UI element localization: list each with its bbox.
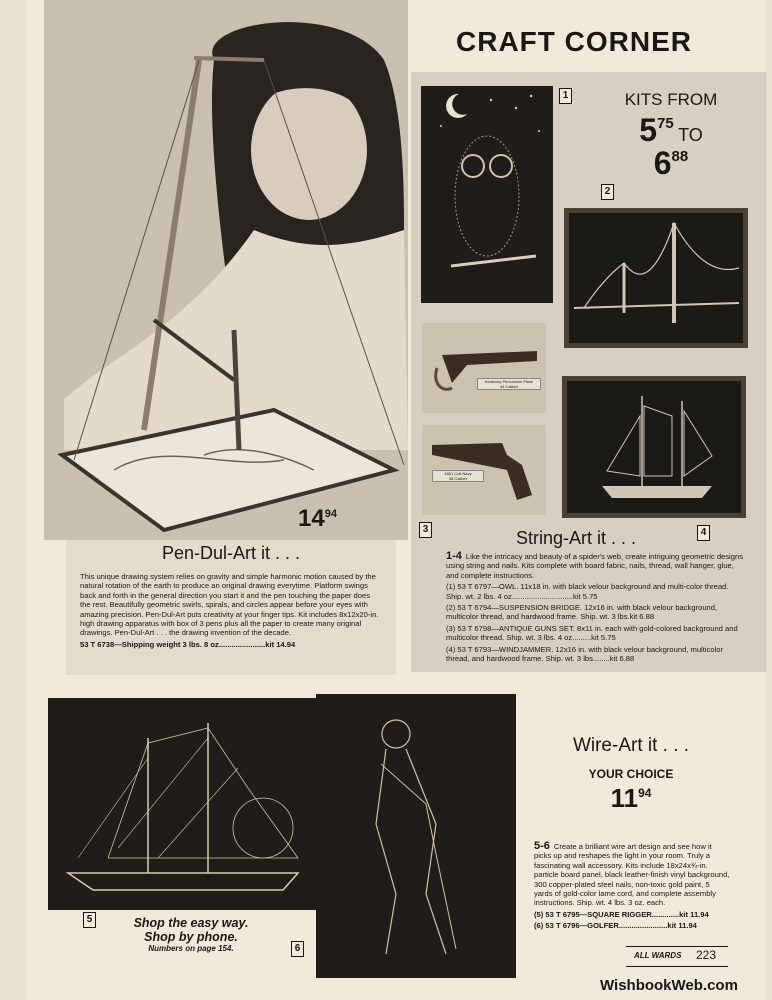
- wire-art-price: [526, 783, 736, 814]
- string-art-heading: String-Art it . . .: [516, 528, 637, 548]
- footer-rule: [626, 946, 728, 947]
- box-number-4: 4: [697, 525, 710, 541]
- footer-rule-bottom: [626, 966, 728, 967]
- shop-line3: Numbers on page 154.: [148, 944, 234, 953]
- box-number-1: 1: [559, 88, 572, 104]
- kits-low-price: [639, 112, 673, 148]
- golfer-illustration: [316, 694, 516, 978]
- string-art-item-windjammer: (4) 53 T 6793—WINDJAMMER. 12x16 in. with black velour background, multicolor thread, and hardwood frame. Ship. wt. 3 lbs........kit 6.88: [446, 644, 724, 664]
- string-art-ref: 1-4: [446, 550, 462, 562]
- kits-from-label: KITS FROM: [624, 90, 718, 109]
- box-number-6: 6: [291, 941, 304, 957]
- string-art-item-owl: (1) 53 T 6797—OWL. 11x18 in. with black velour background and multi-color thread. Ship. wt. 2 lbs. 4 oz.............................kit 5.75: [446, 582, 729, 601]
- gun-label-bottom: [432, 470, 484, 482]
- string-art-body: [446, 552, 746, 665]
- string-art-item-guns: (3) 53 T 6798—ANTIQUE GUNS SET. 8x11 in. each with gold-colored background and multicolor thread. Ship. wt. 3 lbs. 4 oz.........kit 5.75: [446, 623, 738, 643]
- shop-phone-note: [121, 916, 261, 953]
- kits-high-main: 6: [653, 145, 672, 181]
- pendul-heading: Pen-Dul-Art it . . .: [161, 543, 301, 563]
- string-art-intro-text: Like the intricacy and beauty of a spider's web, create intriguing geometric designs using string and nails. Kits complete with board fabric, nails, thread, wall hanger, glue, and complete instructions.: [446, 552, 743, 580]
- wire-art-choice: YOUR CHOICE: [588, 767, 674, 781]
- pendul-description: This unique drawing system relies on gravity and simple harmonic motion caused by the natural rotation of the earth to produce an original drawing everytime. Platform swings back and forth in the general direction you start it and the pen touching the paper does the rest. Beautifully geometric swirls, spirals, and circles appear before your eyes with amazing precision. Pen-Dul-Art puts creativity at your finger tips. Kit includes 8x12x20-in. high drawing apparatus with box of 3 pens plus all the paper to create many original drawings. Pen-Dul-Art . . . the drawing invention of the decade.: [80, 572, 379, 638]
- wire-art-heading: Wire-Art it . . .: [572, 735, 690, 756]
- windjammer-illustration: [562, 376, 746, 518]
- gun-photo-top: [422, 323, 546, 413]
- pendul-price-cents: 94: [324, 508, 337, 520]
- pendul-body: [66, 572, 396, 649]
- wire-art-ref: 5-6: [534, 840, 550, 852]
- kits-high-price: [596, 145, 746, 182]
- wire-art-description: Create a brilliant wire art design and see how it picks up and reshapes the light in your room. Truly a fascinating wall accessory. Kits include 18x24x¾-in. particle board panel, black leather-finish vinyl background, 300 copper-plated steel nails, non-toxic gold paint, 5 yards of gold-color lame cord, and complete assembly instructions. Ship. wt. 4 lbs. 3 oz. each.: [534, 842, 730, 908]
- owl-photo: [421, 86, 553, 303]
- wire-art-price-main: 11: [610, 783, 639, 813]
- catalog-page: [26, 0, 766, 1000]
- pendul-price-main: 14: [298, 505, 325, 532]
- pendul-text-panel: [66, 540, 396, 675]
- square-rigger-illustration: [48, 698, 328, 910]
- wire-art-item-golfer: (6) 53 T 6796—GOLFER.......................kit 11.94: [534, 921, 697, 931]
- box-number-2: 2: [601, 184, 614, 200]
- wire-art-desc: [534, 842, 730, 908]
- kits-to-label: TO: [678, 125, 703, 145]
- square-rigger-photo: [48, 698, 328, 910]
- wire-art-block: [526, 735, 736, 814]
- watermark: WishbookWeb.com: [600, 977, 738, 994]
- string-art-item-bridge: (2) 53 T 6794—SUSPENSION BRIDGE. 12x16 in. with black velour background, multicolor thread, and hardwood frame. Ship. wt. 3 lbs.kit 6.88: [446, 603, 718, 622]
- wire-art-body: [534, 842, 730, 933]
- pendul-illustration: [44, 0, 408, 540]
- gun-photo-bottom: [422, 425, 546, 515]
- box-number-3: 3: [419, 522, 432, 538]
- kits-low-main: 5: [639, 112, 657, 148]
- kits-price-block: [596, 90, 746, 182]
- gun-label-top-line1: Kentucky Percussion Pistol: [484, 379, 534, 384]
- string-art-intro: [446, 552, 746, 580]
- gun-label-top-line2: 44 Caliber: [499, 384, 519, 389]
- gun-label-top: [477, 378, 541, 390]
- gun-label-bottom-line2: 36 Caliber: [448, 476, 468, 481]
- kits-high-cents: 88: [671, 148, 689, 165]
- kits-low-cents: 75: [656, 115, 674, 132]
- page-title: CRAFT CORNER: [456, 26, 692, 57]
- pistol-illustration: [422, 323, 546, 413]
- pendul-price: [298, 505, 337, 533]
- bridge-illustration: [564, 208, 748, 348]
- pendul-photo: [44, 0, 408, 540]
- owl-illustration: [421, 86, 553, 303]
- wire-art-item-rigger: (5) 53 T 6795—SQUARE RIGGER.............kit 11.94: [534, 909, 709, 919]
- bridge-photo: [564, 208, 748, 348]
- shop-line1: Shop the easy way.: [133, 916, 249, 930]
- windjammer-photo: [562, 376, 746, 518]
- pendul-order-line: 53 T 6738—Shipping weight 3 lbs. 8 oz......................kit 14.94: [80, 639, 296, 649]
- wire-art-price-cents: 94: [638, 786, 652, 800]
- golfer-photo: [316, 694, 516, 978]
- box-number-5: 5: [83, 912, 96, 928]
- gun-label-bottom-line1: 1851 Colt Navy: [444, 471, 472, 476]
- shop-line2: Shop by phone.: [144, 930, 238, 944]
- footer-brand: ALL WARDS: [634, 951, 682, 960]
- page-number: 223: [696, 948, 717, 962]
